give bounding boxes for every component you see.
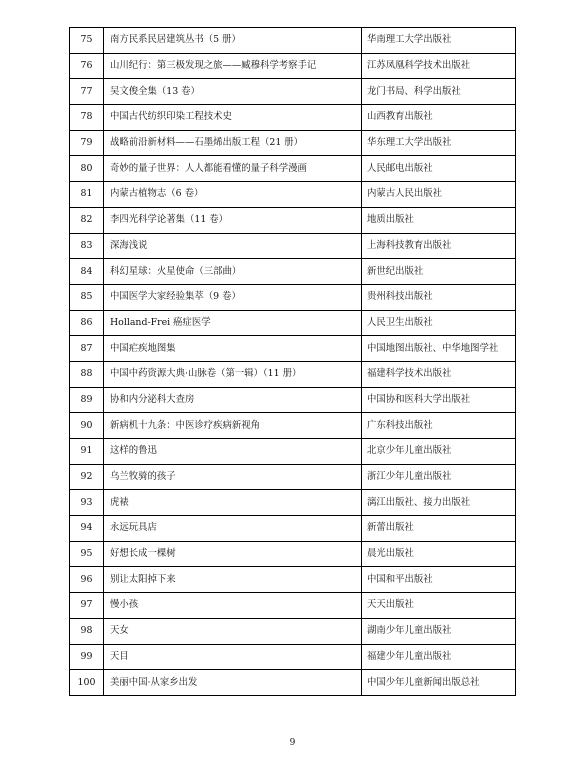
row-number: 78	[70, 105, 104, 131]
book-title: 战略前沿新材料——石墨烯出版工程（21 册）	[104, 130, 362, 156]
row-number: 79	[70, 130, 104, 156]
table-row	[70, 259, 516, 285]
table-row	[70, 336, 516, 362]
publisher-name: 华东理工大学出版社	[362, 130, 516, 156]
book-title: 虎裱	[104, 490, 362, 516]
row-number: 76	[70, 53, 104, 79]
row-number: 96	[70, 567, 104, 593]
table-row	[70, 130, 516, 156]
row-number: 82	[70, 207, 104, 233]
book-title: 科幻星球：火星使命（三部曲）	[104, 259, 362, 285]
book-title: 吴文俊全集（13 卷）	[104, 79, 362, 105]
book-title: 李四光科学论著集（11 卷）	[104, 207, 362, 233]
book-title: 乌兰牧骑的孩子	[104, 464, 362, 490]
book-title: 美丽中国·从家乡出发	[104, 670, 362, 696]
publisher-name: 山西教育出版社	[362, 105, 516, 131]
book-title: Holland-Frei 癌症医学	[104, 310, 362, 336]
table-row	[70, 644, 516, 670]
table-row	[70, 207, 516, 233]
publisher-name: 人民邮电出版社	[362, 156, 516, 182]
row-number: 77	[70, 79, 104, 105]
table-row	[70, 105, 516, 131]
book-title: 好想长成一棵树	[104, 541, 362, 567]
table-row	[70, 361, 516, 387]
row-number: 75	[70, 28, 104, 54]
row-number: 100	[70, 670, 104, 696]
publisher-name: 湖南少年儿童出版社	[362, 618, 516, 644]
row-number: 89	[70, 387, 104, 413]
table-row	[70, 413, 516, 439]
book-title: 中国中药资源大典·山脉卷（第一辑）（11 册）	[104, 361, 362, 387]
table-row	[70, 387, 516, 413]
book-title: 奇妙的量子世界：人人都能看懂的量子科学漫画	[104, 156, 362, 182]
publisher-name: 广东科技出版社	[362, 413, 516, 439]
row-number: 86	[70, 310, 104, 336]
publisher-name: 北京少年儿童出版社	[362, 439, 516, 465]
publisher-name: 江苏凤凰科学技术出版社	[362, 53, 516, 79]
table-row	[70, 53, 516, 79]
table-row	[70, 464, 516, 490]
table-row	[70, 284, 516, 310]
book-title: 新病机十九条：中医诊疗疾病新视角	[104, 413, 362, 439]
publisher-name: 中国地图出版社、中华地图学社	[362, 336, 516, 362]
publisher-name: 天天出版社	[362, 593, 516, 619]
publisher-name: 内蒙古人民出版社	[362, 182, 516, 208]
publisher-name: 上海科技教育出版社	[362, 233, 516, 259]
publisher-name: 漓江出版社、接力出版社	[362, 490, 516, 516]
publisher-name: 新蕾出版社	[362, 516, 516, 542]
table-row	[70, 233, 516, 259]
publisher-name: 人民卫生出版社	[362, 310, 516, 336]
table-row	[70, 541, 516, 567]
book-title: 天女	[104, 618, 362, 644]
table-row	[70, 490, 516, 516]
row-number: 87	[70, 336, 104, 362]
row-number: 81	[70, 182, 104, 208]
table-row	[70, 618, 516, 644]
publisher-name: 浙江少年儿童出版社	[362, 464, 516, 490]
table-row	[70, 670, 516, 696]
table-row	[70, 79, 516, 105]
row-number: 97	[70, 593, 104, 619]
book-title: 这样的鲁迅	[104, 439, 362, 465]
row-number: 85	[70, 284, 104, 310]
publisher-name: 华南理工大学出版社	[362, 28, 516, 54]
row-number: 95	[70, 541, 104, 567]
book-title: 南方民系民居建筑丛书（5 册）	[104, 28, 362, 54]
row-number: 84	[70, 259, 104, 285]
row-number: 94	[70, 516, 104, 542]
book-title: 深海浅说	[104, 233, 362, 259]
publisher-name: 中国少年儿童新闻出版总社	[362, 670, 516, 696]
row-number: 98	[70, 618, 104, 644]
publisher-name: 晨光出版社	[362, 541, 516, 567]
book-title: 内蒙古植物志（6 卷）	[104, 182, 362, 208]
book-title: 协和内分泌科大查房	[104, 387, 362, 413]
table-row	[70, 28, 516, 54]
table-row	[70, 182, 516, 208]
book-title: 中国医学大家经验集萃（9 卷）	[104, 284, 362, 310]
table-body	[70, 28, 516, 696]
row-number: 88	[70, 361, 104, 387]
publisher-name: 福建少年儿童出版社	[362, 644, 516, 670]
book-list-table-container	[69, 27, 515, 696]
publisher-name: 新世纪出版社	[362, 259, 516, 285]
book-title: 别让太阳掉下来	[104, 567, 362, 593]
publisher-name: 龙门书局、科学出版社	[362, 79, 516, 105]
row-number: 92	[70, 464, 104, 490]
table-row	[70, 567, 516, 593]
table-row	[70, 310, 516, 336]
publisher-name: 地质出版社	[362, 207, 516, 233]
publisher-name: 福建科学技术出版社	[362, 361, 516, 387]
book-title: 中国疟疾地图集	[104, 336, 362, 362]
book-title: 山川纪行：第三极发现之旅——臧穆科学考察手记	[104, 53, 362, 79]
book-title: 慢小孩	[104, 593, 362, 619]
table-row	[70, 593, 516, 619]
publisher-name: 中国协和医科大学出版社	[362, 387, 516, 413]
row-number: 80	[70, 156, 104, 182]
table-row	[70, 439, 516, 465]
row-number: 93	[70, 490, 104, 516]
table-row	[70, 156, 516, 182]
book-title: 中国古代纺织印染工程技术史	[104, 105, 362, 131]
page-number: 9	[289, 738, 296, 748]
row-number: 90	[70, 413, 104, 439]
publisher-name: 贵州科技出版社	[362, 284, 516, 310]
table-row	[70, 516, 516, 542]
row-number: 99	[70, 644, 104, 670]
book-title: 天目	[104, 644, 362, 670]
book-list-table	[69, 27, 516, 696]
row-number: 91	[70, 439, 104, 465]
book-title: 永远玩具店	[104, 516, 362, 542]
row-number: 83	[70, 233, 104, 259]
publisher-name: 中国和平出版社	[362, 567, 516, 593]
